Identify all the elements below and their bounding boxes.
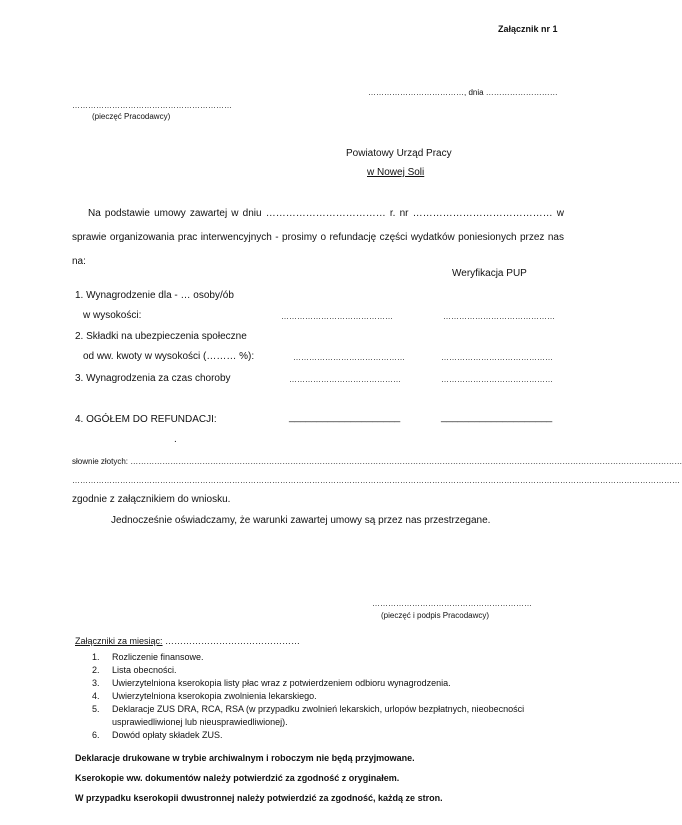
list-item: [92, 677, 552, 690]
item3-amount-field[interactable]: ……………………………………: [289, 375, 401, 384]
list-item-number: 5.: [92, 704, 100, 714]
list-item: [92, 729, 552, 742]
verification-header: Weryfikacja PUP: [452, 268, 527, 279]
amount-in-words-line[interactable]: słownie złotych: ………………………………………………………………………………………………………………………………………………………………………………………: [72, 457, 682, 466]
note-declarations: Deklaracje drukowane w trybie archiwalnym i roboczym nie będą przyjmowane.: [75, 753, 415, 763]
item2-pup-field[interactable]: ……………………………………: [441, 353, 553, 362]
amount-in-words-line2[interactable]: …………………………………………………………………………………………………………………………………………………………………………………………………………: [72, 476, 680, 485]
item1-label: 1. Wynagrodzenie dla - … osoby/ób: [75, 290, 234, 301]
list-item-number: 4.: [92, 691, 100, 701]
signature-line: ……………………………………………………: [372, 599, 532, 608]
attachments-month-field[interactable]: ………………………………………: [162, 636, 301, 646]
item2-label: 2. Składki na ubezpieczenia społeczne: [75, 331, 247, 342]
item3-pup-field[interactable]: ……………………………………: [441, 375, 553, 384]
attachments-list: [92, 651, 552, 742]
signature-label: (pieczęć i podpis Pracodawcy): [381, 611, 490, 620]
list-item: [92, 690, 552, 703]
list-item-text: Rozliczenie finansowe.: [112, 652, 204, 662]
employer-stamp-line: ……………………………………………………: [72, 101, 232, 110]
item1-pup-field[interactable]: ……………………………………: [443, 312, 555, 321]
attachments-heading: Załączniki za miesiąc:: [75, 636, 163, 646]
list-item: [92, 651, 552, 664]
list-item-text: Lista obecności.: [112, 665, 177, 675]
list-item-text: Uwierzytelniona kserokopia listy płac wraz z potwierdzeniem odbioru wynagrodzenia.: [112, 678, 451, 688]
amount-in-words-suffix: zgodnie z załącznikiem do wniosku.: [72, 494, 231, 505]
stray-dot: .: [174, 434, 177, 445]
list-item-text: Deklaracje ZUS DRA, RCA, RSA (w przypadku zwolnień lekarskich, urlopów bezpłatnych, nieobecności usprawiedliwionej lub nieusprawiedliwionej).: [112, 704, 525, 727]
declaration-text: Jednocześnie oświadczamy, że warunki zawartej umowy są przez nas przestrzegane.: [111, 515, 491, 526]
item1-amount-field[interactable]: ……………………………………: [281, 312, 393, 321]
list-item-number: 2.: [92, 665, 100, 675]
place-date-line: ………………………………, dnia ………………………: [368, 88, 558, 97]
total-amount-field[interactable]: ____________________: [289, 412, 401, 423]
item1-amount-label: w wysokości:: [83, 310, 142, 321]
intro-paragraph: Na podstawie umowy zawartej w dniu ……………………………… r. nr …………………………………… w sprawie organizowania prac interwencyjnych - prosimy o refundację części wydatków poniesionych przez nas na:: [72, 208, 564, 267]
recipient-city: w Nowej Soli: [367, 167, 425, 178]
list-item-number: 3.: [92, 678, 100, 688]
list-item-text: Uwierzytelniona kserokopia zwolnienia lekarskiego.: [112, 691, 317, 701]
employer-stamp-label: (pieczęć Pracodawcy): [92, 112, 171, 121]
attachment-number: Załącznik nr 1: [498, 24, 558, 34]
item2-amount-label: od ww. kwoty w wysokości (……… %):: [83, 351, 255, 362]
note-copies: Kserokopie ww. dokumentów należy potwierdzić za zgodność z oryginałem.: [75, 773, 400, 783]
item2-amount-field[interactable]: ……………………………………: [293, 353, 405, 362]
list-item: [92, 703, 552, 729]
list-item-number: 6.: [92, 730, 100, 740]
note-double-sided: W przypadku kserokopii dwustronnej należy potwierdzić za zgodność, każdą ze stron.: [75, 793, 443, 803]
item3-label: 3. Wynagrodzenia za czas choroby: [75, 373, 231, 384]
recipient-office: Powiatowy Urząd Pracy: [346, 148, 452, 159]
attachments-heading-row: [75, 636, 300, 646]
list-item-number: 1.: [92, 652, 100, 662]
total-pup-field[interactable]: ____________________: [441, 412, 553, 423]
list-item: [92, 664, 552, 677]
list-item-text: Dowód opłaty składek ZUS.: [112, 730, 223, 740]
total-label: 4. OGÓŁEM DO REFUNDACJI:: [75, 414, 217, 425]
